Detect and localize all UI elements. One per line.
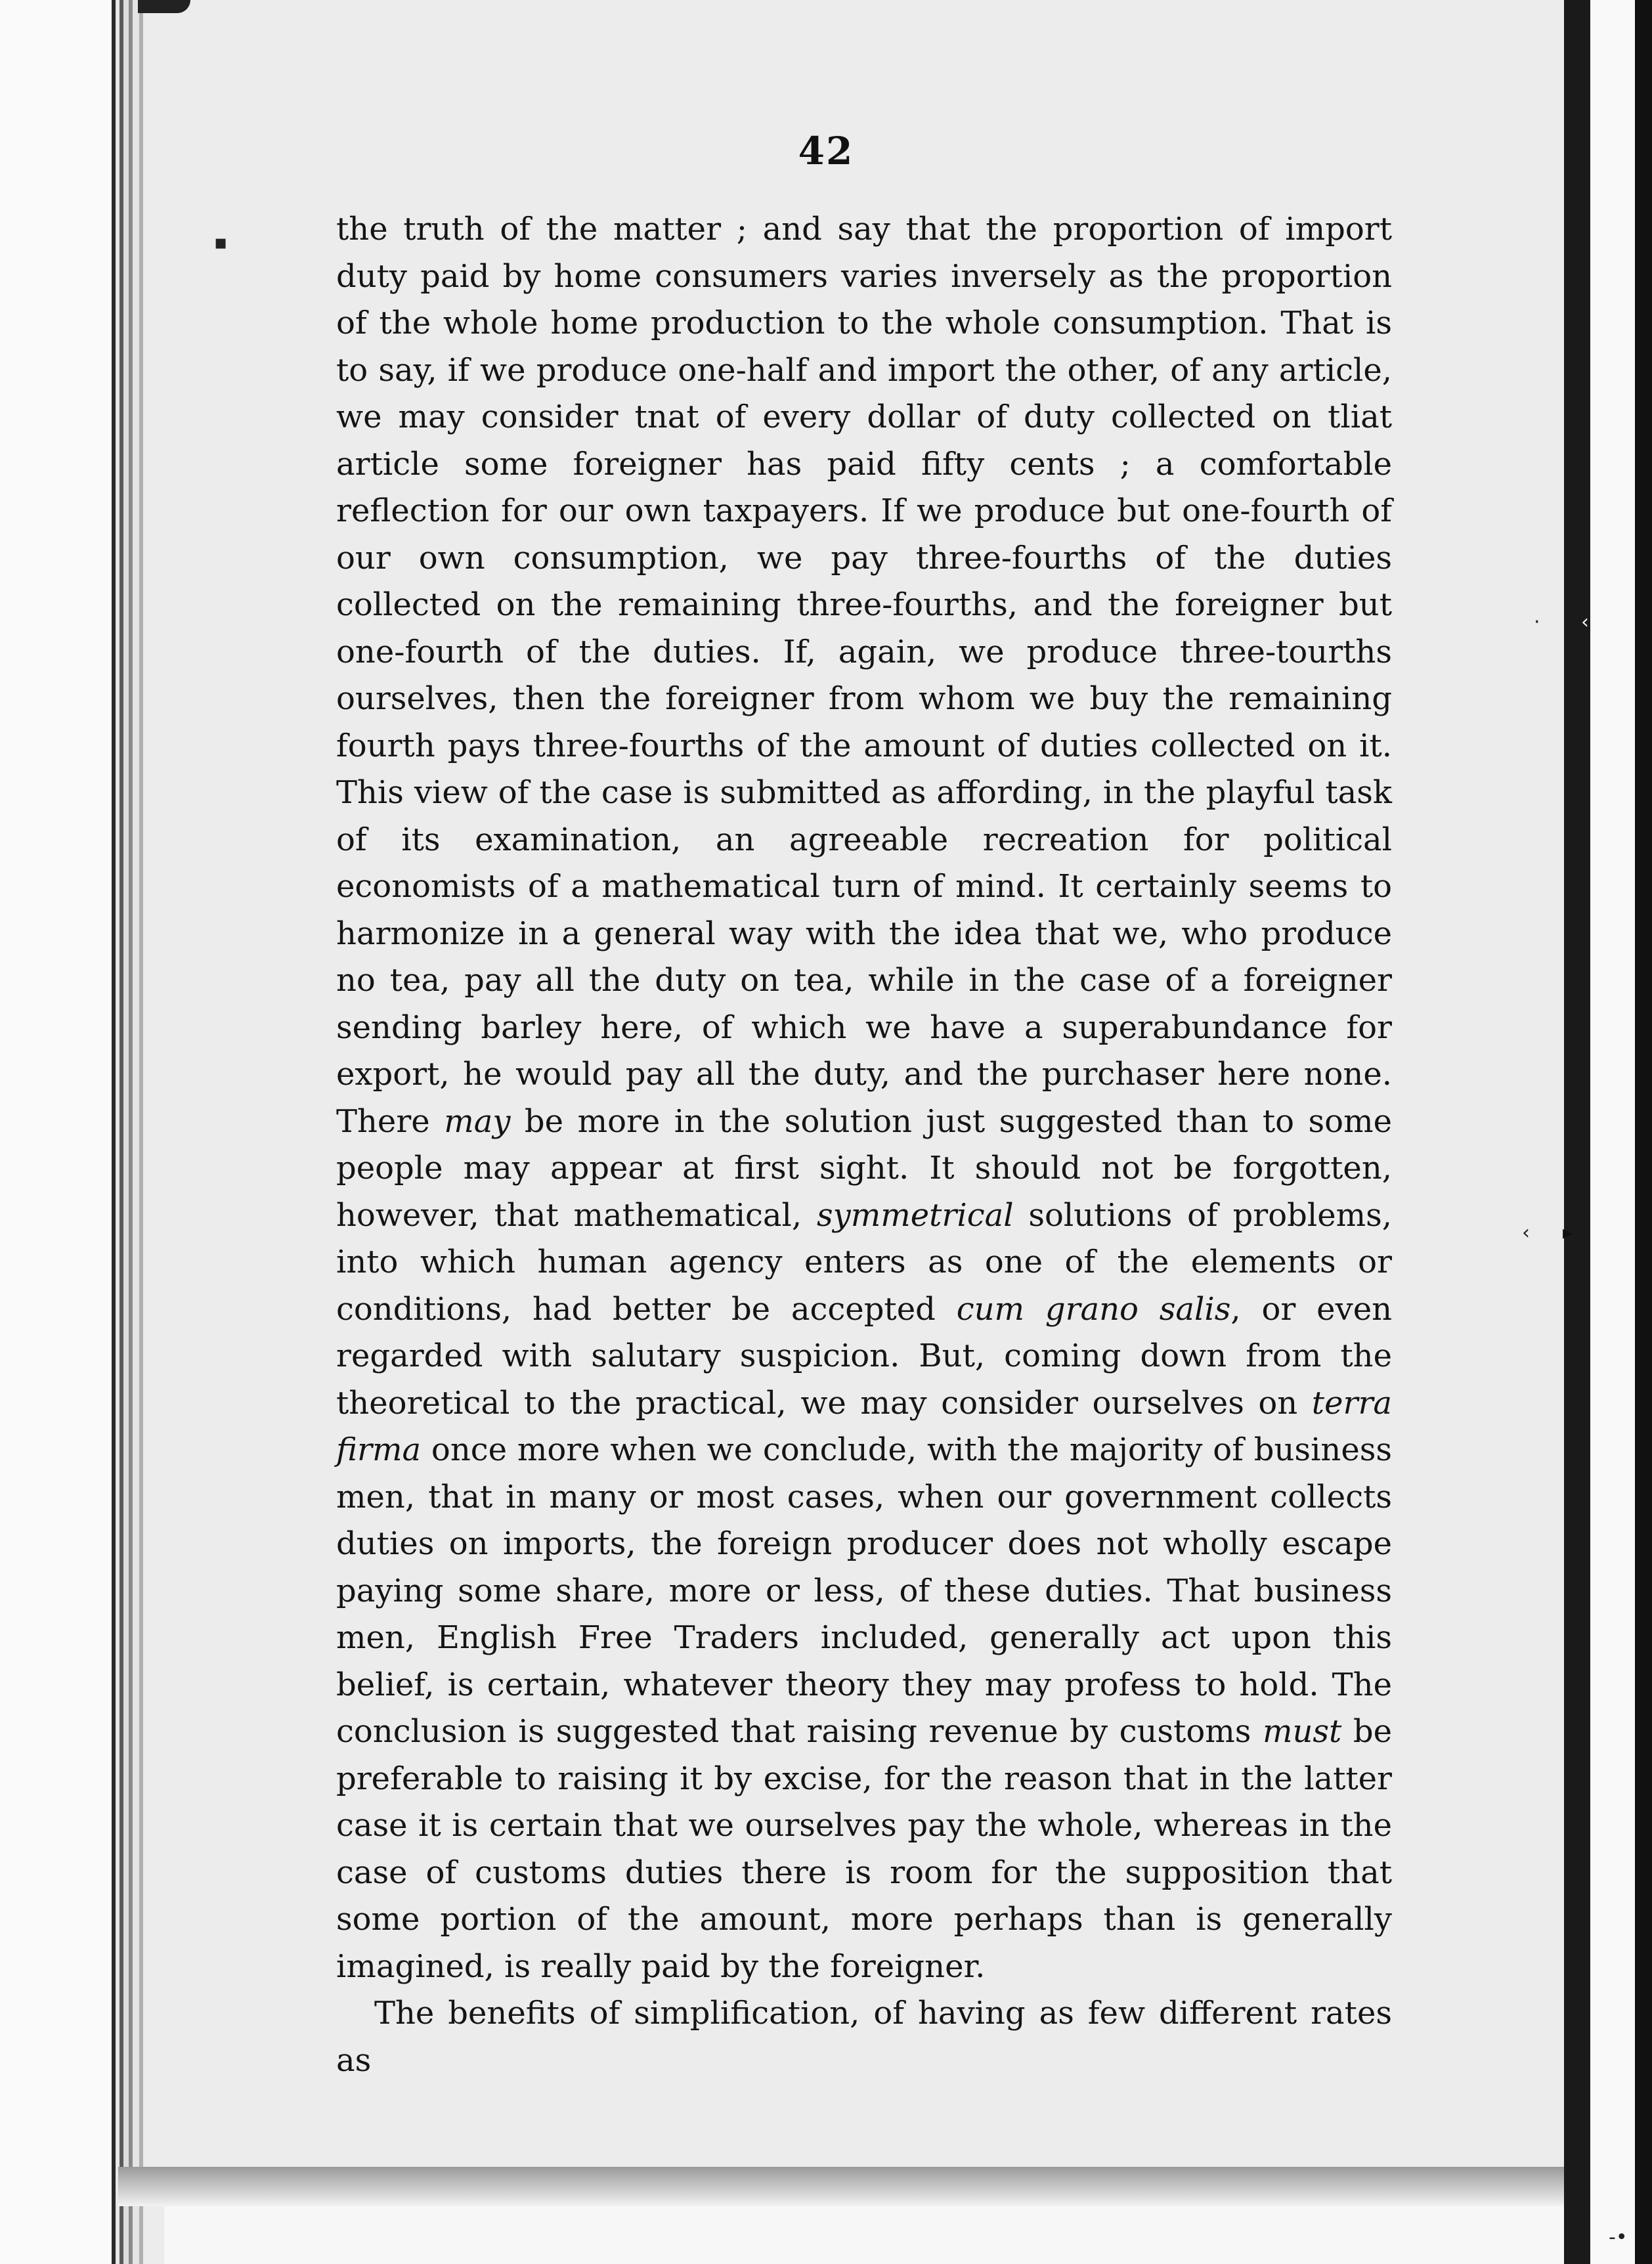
- text-run: , or even regarded with salutary suspicion. But, coming down from the theoretical to the practical, we may consider ourselves on: [336, 1290, 1393, 1422]
- text-run: solutions of problems, into which human agency enters as one of the elements or conditions, had better be accepted: [336, 1196, 1393, 1328]
- text-run: once more when we conclude, with the majority of business men, that in many or most cases, when our government collects duties on imports, the foreign producer does not wholly escape paying some share, more or less, of these duties. That business men, English Free Traders included, generally act upon this belief, is certain, whatever theory they may profess to hold. The conclusion is suggested that raising revenue by customs: [336, 1431, 1392, 1750]
- italic-phrase: cum grano salis: [956, 1290, 1231, 1328]
- body-text: [336, 206, 1392, 2084]
- italic-phrase: symmetrical: [816, 1196, 1014, 1234]
- right-edge-dark: [1635, 0, 1652, 2264]
- italic-phrase: terra firma: [336, 1384, 1392, 1468]
- paragraph: [336, 206, 1392, 1990]
- italic-phrase: may: [444, 1102, 511, 1140]
- scan-speck: -•: [1609, 2226, 1628, 2249]
- text-run: be more in the solution just suggested than to some people may appear at first sight. It should not be forgotten, however, that mathematical,: [336, 1102, 1392, 1234]
- page-bottom-shadow: [118, 2167, 1564, 2206]
- scan-speck: ·: [1534, 611, 1540, 634]
- book-corner-shadow: [138, 0, 190, 13]
- page-number: 42: [798, 129, 854, 173]
- gutter-dark-strip: [1564, 0, 1590, 2264]
- text-run: The benefits of simplification, of having as few different rates as: [336, 1995, 1392, 2079]
- scan-speck: ‹: [1581, 611, 1589, 634]
- scan-speck: ‹: [1522, 1221, 1530, 1244]
- text-run: the truth of the matter ; and say that the proportion of import duty paid by home consumers varies inversely as the proportion of the whole home production to the whole consumption. That is to say, if we produce one-half and import the other, of any article, we may consider tnat of every dollar of duty collected on tliat article some foreigner has paid fifty cents ; a comfortable reflection for our own taxpayers. If we produce but one-fourth of our own consumption, we pay three-fourths of the duties collected on the remaining three-fourths, and the foreigner but one-fourth of the duties. If, again, we produce three-tourths ourselves, then the foreigner from whom we buy the remaining fourth pays three-fourths of the amount of duties collected on it. This view of the case is submitted as affording, in the playful task of its examination, an agreeable recreation for political economists of a mathematical turn of mind. It certainly seems to harmonize in a general way with the idea that we, who produce no tea, pay all the duty on tea, while in the case of a foreigner sending barley here, of which we have a superabundance for export, he would pay all the duty, and the purchaser here none. There: [336, 211, 1392, 1140]
- text-run: be preferable to raising it by excise, for the reason that in the latter case it is certain that we ourselves pay the whole, whereas in the case of customs duties there is room for the supposition that some portion of the amount, more perhaps than is generally imagined, is really paid by the foreigner.: [336, 1713, 1393, 1985]
- paragraph: [336, 1990, 1392, 2084]
- book-left-edge: [0, 0, 164, 2264]
- italic-phrase: must: [1262, 1713, 1342, 1750]
- scan-speck: ▪: [214, 231, 228, 254]
- scan-speck: ▸: [1563, 1221, 1573, 1244]
